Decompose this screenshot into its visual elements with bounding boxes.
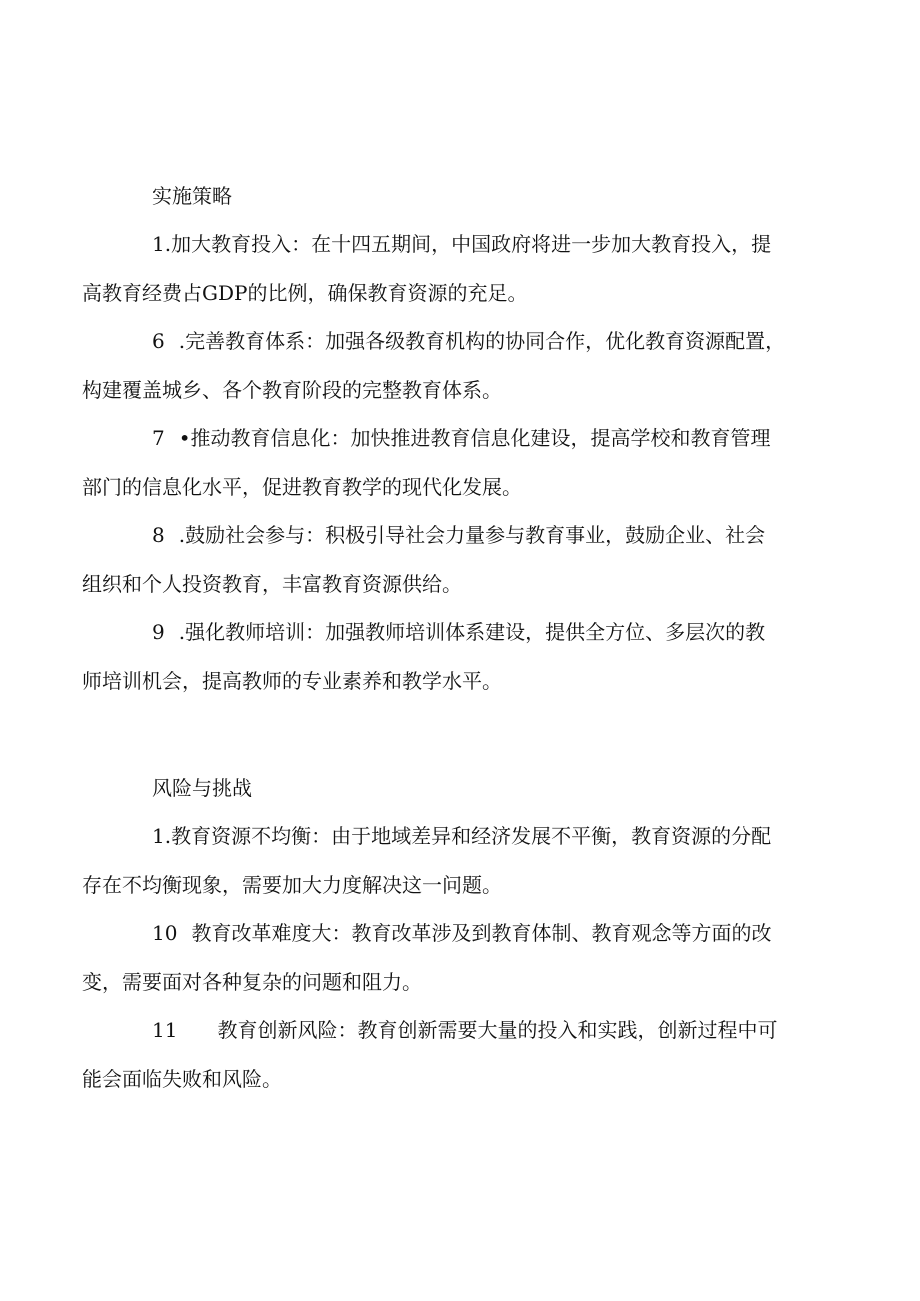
item-continuation: 高教育经费占GDP的比例，确保教育资源的充足。	[82, 281, 528, 305]
item-text: .鼓励社会参与：积极引导社会力量参与教育事业，鼓励企业、社会	[178, 523, 766, 547]
item-number: 1.	[152, 232, 172, 256]
implementation-item-1	[82, 220, 824, 318]
item-text: •推动教育信息化：加快推进教育信息化建设，提高学校和教育管理	[178, 426, 771, 450]
item-text: 教育资源不均衡：由于地域差异和经济发展不平衡，教育资源的分配	[171, 824, 772, 848]
item-continuation: 师培训机会，提高教师的专业素养和教学水平。	[82, 669, 502, 693]
item-text: .完善教育体系：加强各级教育机构的协同合作，优化教育资源配置，	[178, 329, 786, 353]
item-continuation: 变，需要面对各种复杂的问题和阻力。	[82, 970, 422, 994]
item-text: 教育改革难度大：教育改革涉及到教育体制、教育观念等方面的改	[191, 921, 772, 945]
implementation-item-7	[82, 414, 824, 512]
section-heading-risks: 风险与挑战	[152, 776, 252, 800]
paragraph-first-line	[82, 608, 824, 657]
paragraph-first-line	[82, 414, 824, 463]
paragraph-first-line	[82, 511, 824, 560]
risk-item-10	[82, 909, 824, 1007]
risk-item-1	[82, 812, 824, 910]
item-number: 6	[152, 329, 165, 353]
item-continuation: 组织和个人投资教育，丰富教育资源供给。	[82, 572, 462, 596]
implementation-item-6	[82, 317, 824, 415]
risk-item-11	[82, 1006, 824, 1104]
item-continuation: 部门的信息化水平，促进教育教学的现代化发展。	[82, 475, 522, 499]
item-number: 7	[152, 426, 165, 450]
item-continuation: 能会面临失败和风险。	[82, 1067, 282, 1091]
item-number: 11	[152, 1018, 178, 1042]
paragraph-first-line	[82, 812, 824, 861]
item-number: 9	[152, 620, 165, 644]
paragraph-first-line	[82, 1006, 824, 1055]
section-heading-implementation: 实施策略	[152, 184, 232, 208]
implementation-item-8	[82, 511, 824, 609]
item-continuation: 构建覆盖城乡、各个教育阶段的完整教育体系。	[82, 378, 502, 402]
item-number: 10	[152, 921, 178, 945]
implementation-item-9	[82, 608, 824, 706]
item-text: 加大教育投入：在十四五期间，中国政府将进一步加大教育投入，提	[171, 232, 772, 256]
paragraph-first-line	[82, 317, 824, 366]
item-text: 教育创新风险：教育创新需要大量的投入和实践，创新过程中可	[217, 1018, 778, 1042]
paragraph-first-line	[82, 220, 824, 269]
item-text: .强化教师培训：加强教师培训体系建设，提供全方位、多层次的教	[178, 620, 766, 644]
item-number: 8	[152, 523, 165, 547]
paragraph-first-line	[82, 909, 824, 958]
item-continuation: 存在不均衡现象，需要加大力度解决这一问题。	[82, 873, 502, 897]
item-number: 1.	[152, 824, 172, 848]
